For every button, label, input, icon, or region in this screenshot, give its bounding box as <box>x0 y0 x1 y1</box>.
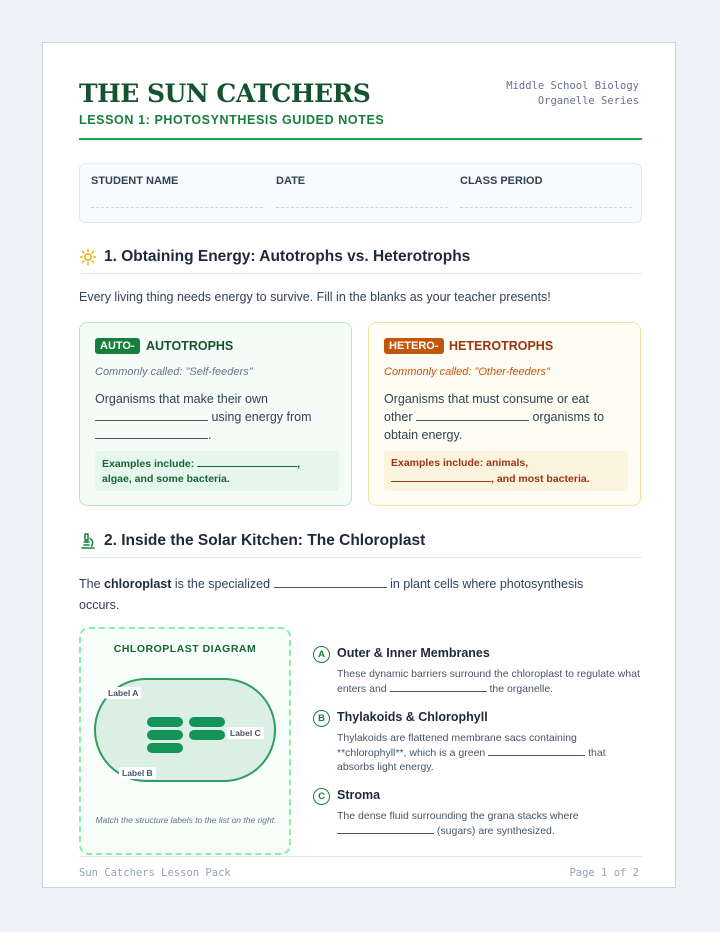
class-period-field[interactable] <box>460 175 632 208</box>
hetero-badge: HETERO- <box>384 338 444 354</box>
microscope-icon <box>79 532 97 550</box>
heterotrophs-definition <box>384 390 629 444</box>
autotrophs-blank-1[interactable] <box>95 408 208 421</box>
autotrophs-def-text-3: . <box>208 428 212 442</box>
footer-divider <box>79 856 642 857</box>
heterotrophs-nickname: Commonly called: "Other-feeders" <box>384 366 550 378</box>
heterotrophs-examples-blank[interactable] <box>391 471 491 482</box>
part-a-blank[interactable] <box>390 681 487 692</box>
part-c-blank[interactable] <box>337 823 434 834</box>
thylakoid-disc <box>147 743 183 753</box>
class-period-label: CLASS PERIOD <box>460 175 543 187</box>
page-subtitle: LESSON 1: PHOTOSYNTHESIS GUIDED NOTES <box>79 113 385 127</box>
heterotrophs-heading: HETEROTROPHS <box>449 339 554 353</box>
part-c-letter: C <box>313 788 330 805</box>
chloroplast-text-mid: is the specialized <box>174 577 271 591</box>
heterotrophs-blank[interactable] <box>416 408 529 421</box>
autotrophs-def-text-2: using energy from <box>211 410 312 424</box>
part-c-desc-1: The dense fluid surrounding the grana stacks where <box>337 810 579 822</box>
sun-icon <box>79 248 97 266</box>
diagram-caption: Match the structure labels to the list on the right. <box>95 815 277 825</box>
autotrophs-card <box>79 322 352 506</box>
part-b-letter: B <box>313 710 330 727</box>
worksheet-page <box>42 42 676 888</box>
part-a-desc-1: These dynamic barriers surround the chloroplast to regulate what enters and <box>337 668 640 695</box>
chloroplast-text-line2: occurs. <box>79 598 120 612</box>
chloroplast-text-post: in plant cells where photosynthesis <box>390 577 584 591</box>
diagram-label-a: Label A <box>105 687 141 699</box>
part-a-desc-2: the organelle. <box>489 683 554 695</box>
section-1-title: 1. Obtaining Energy: Autotrophs vs. Heterotrophs <box>104 248 471 265</box>
heterotrophs-examples-text-1: Examples include: animals, <box>391 457 529 469</box>
part-a-letter: A <box>313 646 330 663</box>
date-line[interactable] <box>276 207 448 208</box>
diagram-title: CHLOROPLAST DIAGRAM <box>113 643 257 655</box>
heterotrophs-def-text-1: Organisms that must consume or eat <box>384 392 589 406</box>
class-period-line[interactable] <box>460 207 632 208</box>
part-b-desc-2: that absorbs light energy. <box>337 747 606 773</box>
chloroplast-intro <box>79 574 619 616</box>
autotrophs-examples-text-3: algae, and some bacteria. <box>102 473 230 485</box>
autotrophs-heading: AUTOTROPHS <box>146 339 234 353</box>
thylakoid-disc <box>147 730 183 740</box>
student-info-box <box>79 163 642 223</box>
diagram-label-c: Label C <box>227 727 264 739</box>
part-c-desc-2: (sugars) are synthesized. <box>436 825 555 837</box>
autotrophs-blank-2[interactable] <box>95 426 208 439</box>
part-c-description <box>337 809 642 838</box>
section-1-intro: Every living thing needs energy to survive. Fill in the blanks as your teacher presents! <box>79 290 551 304</box>
heterotrophs-examples-box <box>384 451 628 491</box>
section-1-divider <box>79 273 642 274</box>
student-name-label: STUDENT NAME <box>91 175 179 187</box>
heterotrophs-def-text-4: obtain energy. <box>384 428 463 442</box>
diagram-label-b: Label B <box>119 767 156 779</box>
date-label: DATE <box>276 175 306 187</box>
header-divider <box>79 138 642 140</box>
part-b-name: Thylakoids & Chlorophyll <box>337 710 488 724</box>
chloroplast-term: chloroplast <box>104 577 172 591</box>
series-label <box>506 79 639 109</box>
thylakoid-disc <box>189 730 225 740</box>
autotrophs-nickname: Commonly called: "Self-feeders" <box>95 366 253 378</box>
autotrophs-examples-text-1: Examples include: <box>102 458 195 470</box>
part-a-name: Outer & Inner Membranes <box>337 646 490 660</box>
autotrophs-examples-blank[interactable] <box>197 456 297 467</box>
footer-left: Sun Catchers Lesson Pack <box>79 867 231 879</box>
series-line-1: Middle School Biology <box>506 80 639 92</box>
part-b-blank[interactable] <box>488 745 585 756</box>
part-c-name: Stroma <box>337 788 381 802</box>
chloroplast-blank[interactable] <box>274 575 387 588</box>
page-title: THE SUN CATCHERS <box>79 79 371 108</box>
heterotrophs-card <box>368 322 641 506</box>
autotrophs-definition <box>95 390 340 444</box>
series-line-2: Organelle Series <box>537 95 639 107</box>
student-name-field[interactable] <box>91 175 263 208</box>
autotrophs-def-text-1: Organisms that make their own <box>95 392 268 406</box>
heterotrophs-examples-text-2: , and most bacteria. <box>491 473 590 485</box>
footer-page-number: Page 1 of 2 <box>569 867 639 879</box>
section-2-title: 2. Inside the Solar Kitchen: The Chloroplast <box>104 532 426 549</box>
part-a-description <box>337 667 642 696</box>
date-field[interactable] <box>276 175 448 208</box>
thylakoid-disc <box>189 717 225 727</box>
thylakoid-disc <box>147 717 183 727</box>
student-name-line[interactable] <box>91 207 263 208</box>
heterotrophs-def-text-2: other <box>384 410 413 424</box>
chloroplast-text-pre: The <box>79 577 101 591</box>
heterotrophs-def-text-3: organisms to <box>532 410 605 424</box>
part-b-description <box>337 731 642 774</box>
autotrophs-examples-text-2: , <box>297 458 301 470</box>
auto-badge: AUTO- <box>95 338 140 354</box>
autotrophs-examples-box <box>95 451 339 491</box>
section-2-divider <box>79 557 642 558</box>
part-b-desc-1: Thylakoids are flattened membrane sacs containing **chlorophyll**, which is a green <box>337 732 577 759</box>
chloroplast-diagram <box>79 627 291 855</box>
